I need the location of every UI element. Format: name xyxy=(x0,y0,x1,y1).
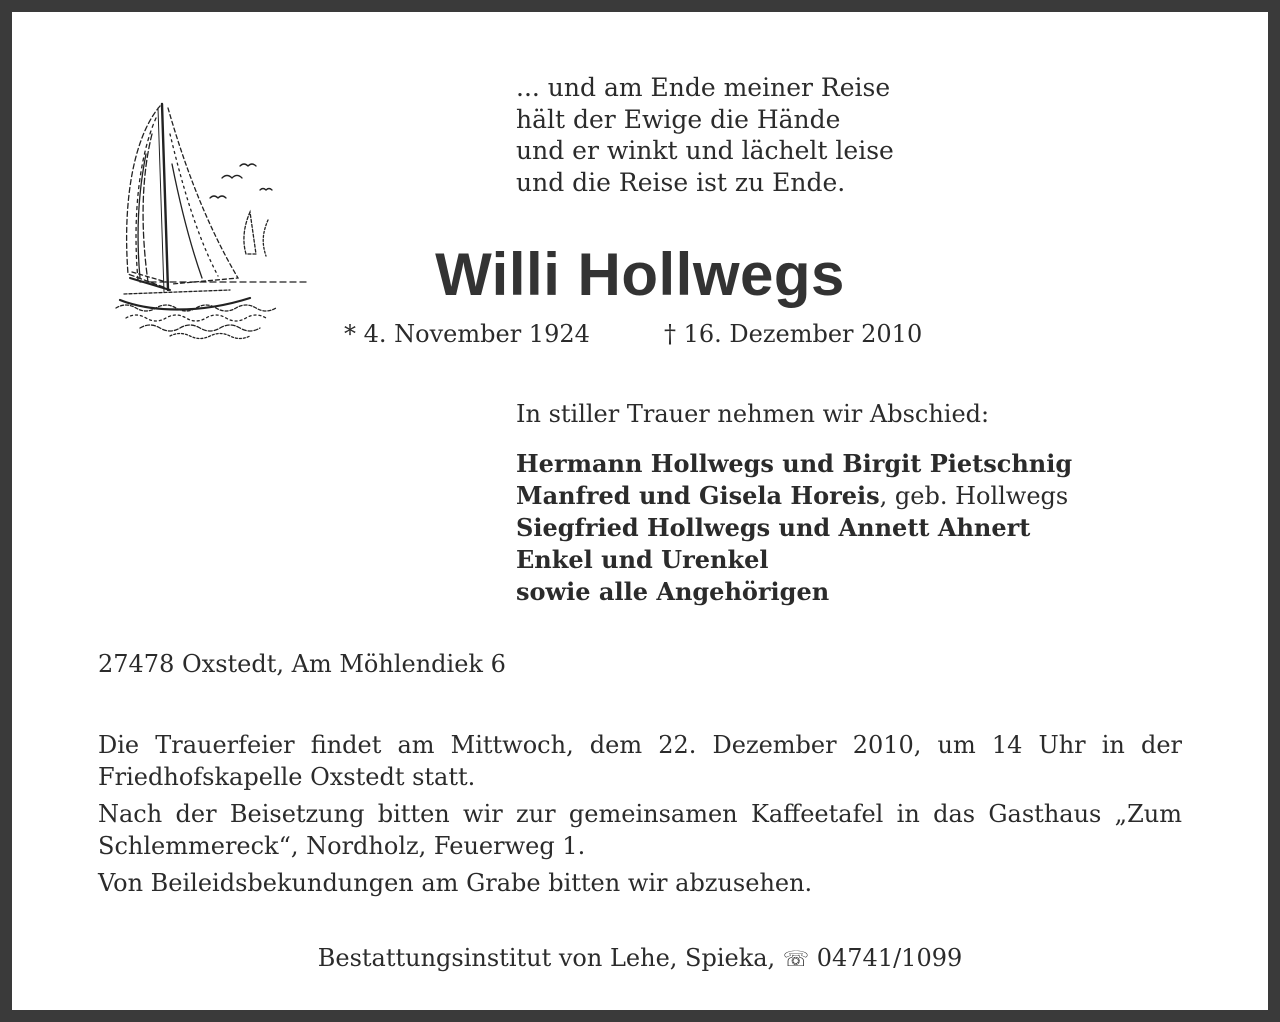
mourner-line-suffix: , geb. Hollwegs xyxy=(879,482,1069,510)
poem-line: hält der Ewige die Hände xyxy=(516,104,841,134)
poem-line: ... und am Ende meiner Reise xyxy=(516,73,891,102)
obituary-card xyxy=(12,12,1268,1010)
deceased-name: Willi Hollwegs xyxy=(435,241,845,308)
mourner-line: Hermann Hollwegs und Birgit Pietschnig xyxy=(516,449,1073,478)
mourner-line: Manfred und Gisela Horeis xyxy=(516,481,880,510)
phone-icon: ☏ xyxy=(782,947,810,971)
mourner-line: sowie alle Angehörigen xyxy=(516,577,830,606)
coffee-notice: Nach der Beisetzung bitten wir zur gemeinsamen Kaffeetafel in das Gasthaus „Zum Schlemmereck“, Nordholz, Feuerweg 1. xyxy=(98,800,1182,860)
phone-number: 04741/1099 xyxy=(816,944,963,972)
funeral-notice: Die Trauerfeier findet am Mittwoch, dem 22. Dezember 2010, um 14 Uhr in der Friedhofskapelle Oxstedt statt. xyxy=(98,731,1182,791)
undertaker-name: Bestattungsinstitut von Lehe, Spieka, xyxy=(317,944,776,972)
mourner-line: Enkel und Urenkel xyxy=(516,545,769,574)
poem-line: und die Reise ist zu Ende. xyxy=(516,167,846,197)
address: 27478 Oxstedt, Am Möhlendiek 6 xyxy=(98,650,506,678)
condolence-notice: Von Beileidsbekundungen am Grabe bitten wir abzusehen. xyxy=(98,869,813,897)
undertaker-footer xyxy=(12,944,1268,972)
mourner-line: Siegfried Hollwegs und Annett Ahnert xyxy=(516,513,1031,542)
death-date: † 16. Dezember 2010 xyxy=(664,320,923,348)
poem-line: und er winkt und lächelt leise xyxy=(516,136,894,165)
poem xyxy=(516,72,894,198)
mourners-list xyxy=(516,448,1072,608)
mourning-intro: In stiller Trauer nehmen wir Abschied: xyxy=(516,400,990,428)
birth-date: * 4. November 1924 xyxy=(344,320,590,348)
